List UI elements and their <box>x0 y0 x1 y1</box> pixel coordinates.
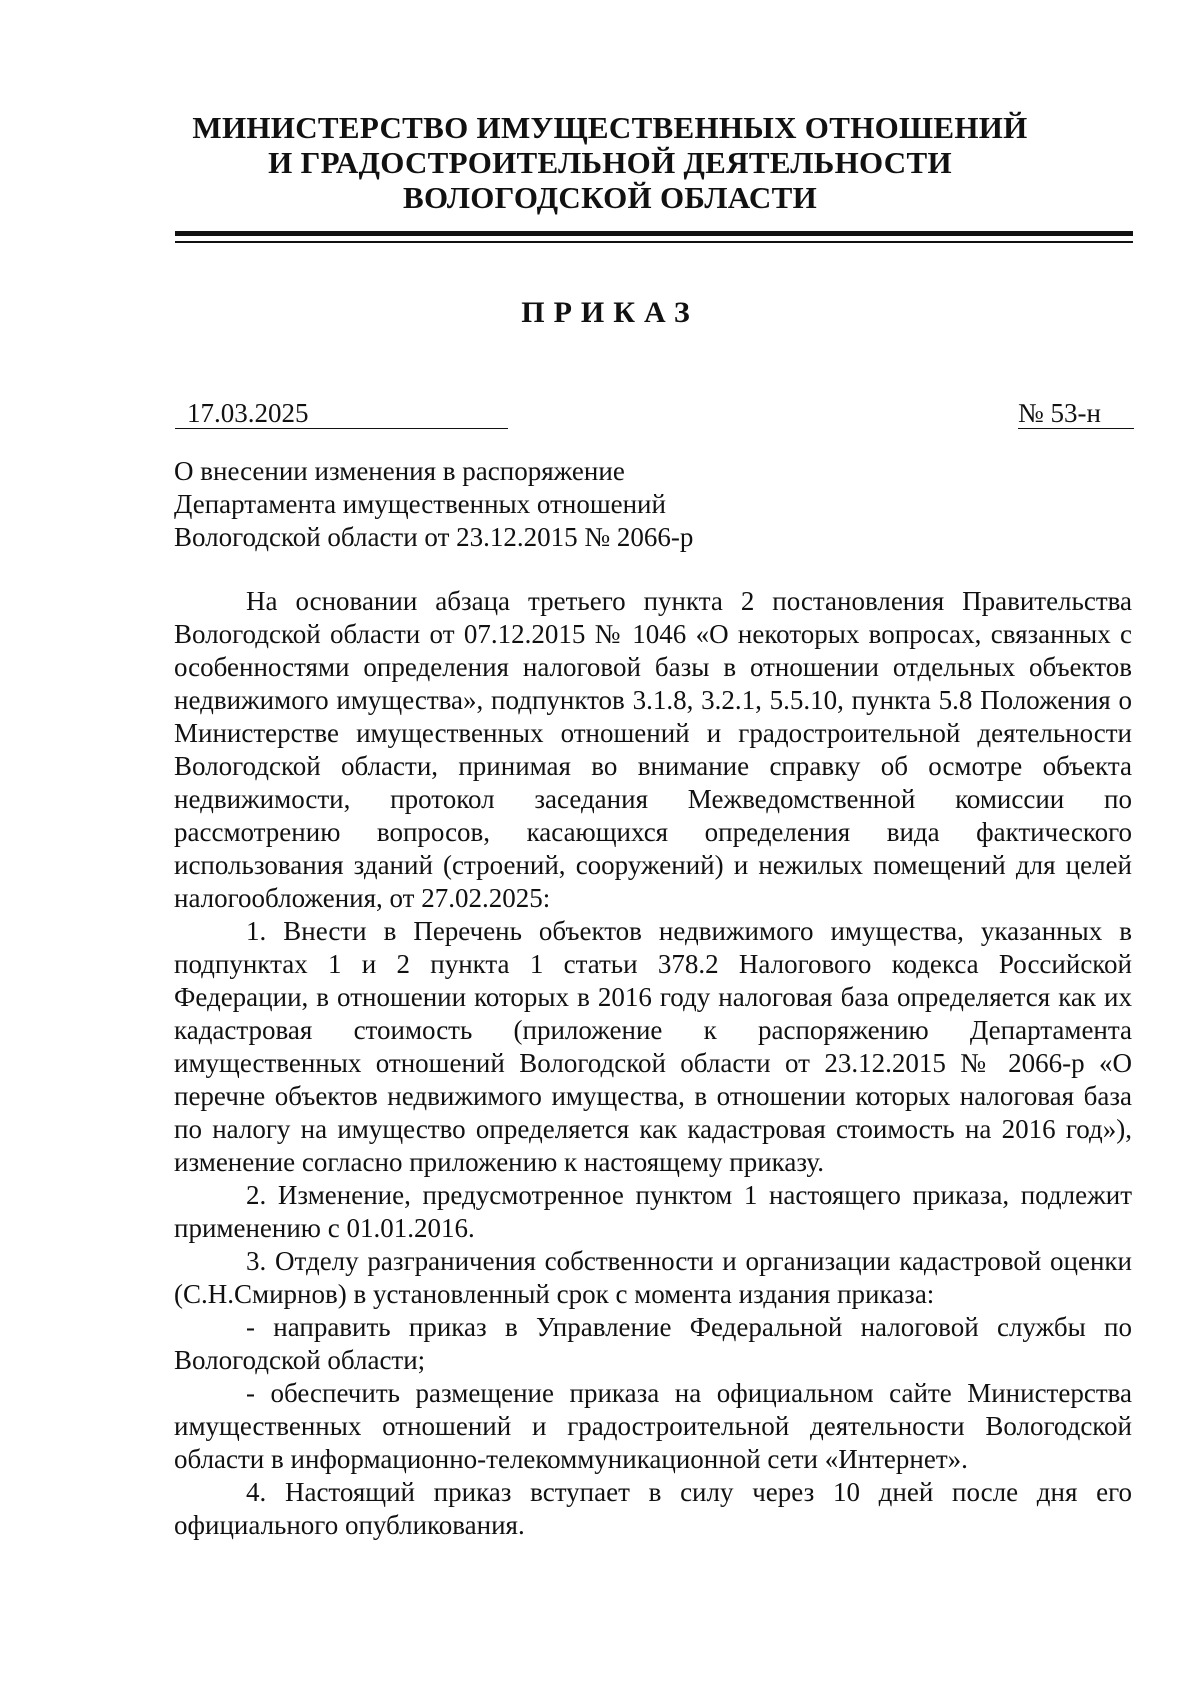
ministry-line-2: И ГРАДОСТРОИТЕЛЬНОЙ ДЕЯТЕЛЬНОСТИ <box>268 145 952 180</box>
ministry-line-3: ВОЛОГОДСКОЙ ОБЛАСТИ <box>402 180 818 215</box>
body-paragraph-item-3-bullet-1: - направить приказ в Управление Федеральной налоговой службы по Вологодской области; <box>174 1312 1132 1375</box>
body-paragraph-item-3-bullet-2: - обеспечить размещение приказа на официальном сайте Министерства имущественных отношений и градостроительной деятельности Вологодской области в информационно-телекоммуникационной сети «Интернет». <box>174 1378 1132 1474</box>
header-divider-thin <box>175 241 1133 243</box>
document-type-title: ПРИКАЗ <box>521 296 699 329</box>
body-paragraph-item-3: 3. Отделу разграничения собственности и организации кадастровой оценки (С.Н.Смирнов) в установленный срок с момента издания приказа: <box>174 1246 1132 1309</box>
ministry-header <box>170 110 1050 215</box>
subject-line-2: Департамента имущественных отношений <box>174 489 666 519</box>
subject-line-3: Вологодской области от 23.12.2015 № 2066-р <box>174 522 694 552</box>
body-paragraph-item-2: 2. Изменение, предусмотренное пунктом 1 настоящего приказа, подлежит применению с 01.01.2016. <box>174 1180 1132 1243</box>
ministry-line-1: МИНИСТЕРСТВО ИМУЩЕСТВЕННЫХ ОТНОШЕНИЙ <box>192 110 1028 145</box>
document-body <box>174 585 1132 1542</box>
body-paragraph-item-4: 4. Настоящий приказ вступает в силу через 10 дней после дня его официального опубликования. <box>174 1477 1132 1540</box>
header-divider-thick <box>175 231 1133 236</box>
body-paragraph-item-1: 1. Внести в Перечень объектов недвижимого имущества, указанных в подпунктах 1 и 2 пункта 1 статьи 378.2 Налогового кодекса Российской Федерации, в отношении которых в 2016 году налоговая база определяется как их кадастровая стоимость (приложение к распоряжению Департамента имущественных отношений Вологодской области от 23.12.2015 № 2066-р «О перечне объектов недвижимого имущества, в отношении которых налоговая база по налогу на имущество определяется как кадастровая стоимость на 2016 год»), изменение согласно приложению к настоящему приказу. <box>174 916 1132 1177</box>
subject-line-1: О внесении изменения в распоряжение <box>174 456 625 486</box>
body-paragraph-preamble: На основании абзаца третьего пункта 2 постановления Правительства Вологодской области от 07.12.2015 № 1046 «О некоторых вопросах, связанных с особенностями определения налоговой базы в отношении отдельных объектов недвижимого имущества», подпунктов 3.1.8, 3.2.1, 5.5.10, пункта 5.8 Положения о Министерстве имущественных отношений и градостроительной деятельности Вологодской области, принимая во внимание справку об осмотре объекта недвижимости, протокол заседания Межведомственной комиссии по рассмотрению вопросов, касающихся определения вида фактического использования зданий (строений, сооружений) и нежилых помещений для целей налогообложения, от 27.02.2025: <box>174 586 1132 913</box>
document-number: № 53-н <box>1018 398 1134 429</box>
document-date: 17.03.2025 <box>175 398 508 429</box>
document-subject <box>174 455 794 554</box>
